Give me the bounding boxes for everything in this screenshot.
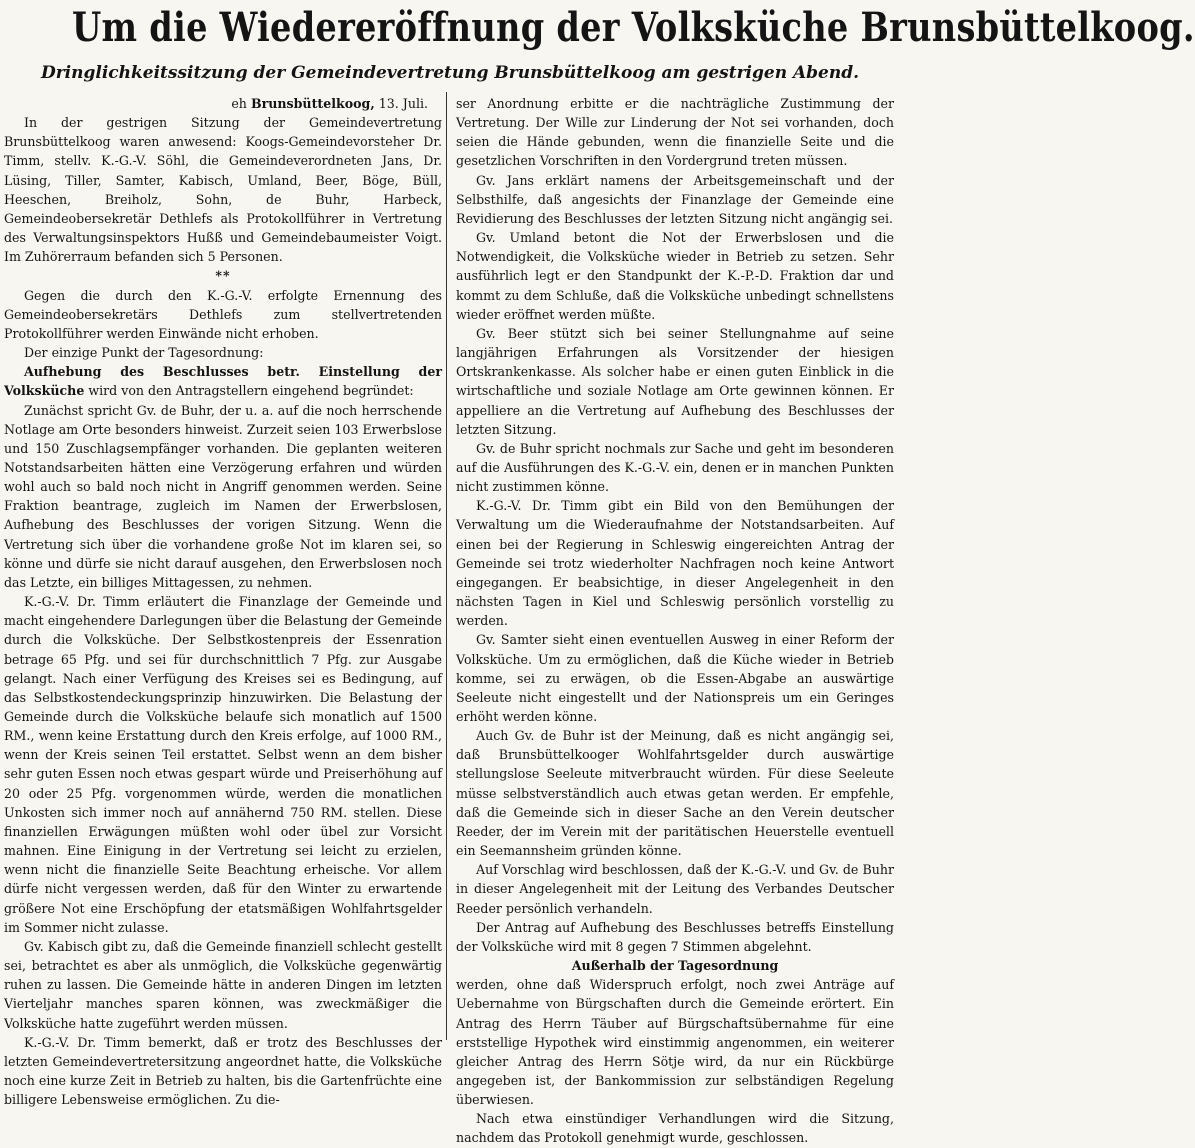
paragraph-timm-finance: K.-G.-V. Dr. Timm erläutert die Finanzlage der Gemeinde und macht eingehendere Darlegungen über die Belastung der Gemeinde durch die Volksküche. Der Selbstkostenpreis der Essenration betrage 65 Pfg. und sei für durchschnittlich 7 Pfg. zur Ausgabe gelangt. Nach einer Verfügung des Kreises sei es Bedingung, auf das Selbstkostendeckungsprinzip hinzuwirken. Die Belastung der Gemeinde durch die Volksküche belaufe sich monatlich auf 1500 RM., wenn keine Erstattung durch den Kreis erfolge, auf 1000 RM., wenn der Kreis seinen Teil erstattet. Selbst wenn an dem bisher sehr guten Essen noch etwas gespart würde und Preiserhöhung auf 20 oder 25 Pfg. vorgenommen würde, werden die monatlichen Unkosten sich immer noch auf annähernd 750 RM. stellen. Diese finanziellen Erwägungen müßten wohl oder übel zur Vorsicht mahnen. Eine Einigung in der Vertretung sei leicht zu erzielen, wenn nicht die finanzielle Seite Beachtung erheische. Vor allem dürfe nicht vergessen werden, daß für den Winter zu erwartende größere Not eine Erschöpfung der etatsmäßigen Wohlfahrtsgelder im Sommer nicht zulasse.: [4, 594, 442, 935]
separator-stars: **: [215, 268, 231, 284]
paragraph-resolution: Auf Vorschlag wird beschlossen, daß der K.-G.-V. und Gv. de Buhr in dieser Angelegenheit mit der Leitung des Verbandes Deutscher Reeder persönlich verhandeln.: [456, 862, 894, 916]
paragraph-timm-remark: K.-G.-V. Dr. Timm bemerkt, daß er trotz des Beschlusses der letzten Gemeindevertretersitzung angeordnet hatte, die Volksküche noch eine kurze Zeit in Betrieb zu halten, bis die Gartenfrüchte eine billigere Lebensweise ermöglichen. Zu die-: [4, 1034, 442, 1108]
paragraph-vote: Der Antrag auf Aufhebung des Beschlusses betreffs Einstellung der Volksküche wird mit 8 gegen 7 Stimmen abgelehnt.: [456, 919, 894, 954]
paragraph-closing: Nach etwa einstündiger Verhandlungen wird die Sitzung, nachdem das Protokoll genehmigt wurde, geschlossen.: [456, 1111, 894, 1146]
article-column-left: [4, 94, 442, 1108]
agenda-item-heading: Aufhebung des Beschlusses betr. Einstellung der Volksküche: [4, 364, 442, 399]
paragraph-samter: Gv. Samter sieht einen eventuellen Ausweg in einer Reform der Volksküche. Um zu ermöglichen, daß die Küche wieder in Betrieb komme, sei zu erwägen, ob die Essen-Abgabe an auswärtige Seeleute nicht eingestellt und der Nationspreis um ein Geringes erhöht werden könne.: [456, 632, 894, 724]
article-column-right: [456, 94, 894, 1146]
column-divider: [446, 92, 447, 1040]
paragraph-de-buhr-again: Gv. de Buhr spricht nochmals zur Sache und geht im besonderen auf die Ausführungen des K.-G.-V. ein, denen er in manchen Punkten nicht zustimmen könne.: [456, 440, 894, 495]
agenda-item-text: wird von den Antragstellern eingehend begründet:: [84, 383, 414, 399]
dateline-prefix: eh: [231, 96, 247, 111]
paragraph-guarantees: werden, ohne daß Widerspruch erfolgt, noch zwei Anträge auf Uebernahme von Bürgschaften durch die Gemeinde erörtert. Ein Antrag des Herrn Täuber auf Bürgschaftsübernahme für eine erststellige Hypothek wird einstimmig angenommen, ein weiterer gleicher Antrag des Herrn Sötje wird, da nur ein Rückbürge angegeben ist, der Bankommission zur selbständigen Regelung überwiesen.: [456, 977, 894, 1108]
section-heading-outside-agenda: Außerhalb der Tagesordnung: [571, 958, 779, 974]
paragraph-beer: Gv. Beer stützt sich bei seiner Stellungnahme auf seine langjährigen Erfahrungen als Vorsitzender der hiesigen Ortskrankenkasse. Als solcher habe er einen guten Einblick in die wirtschaftliche und soziale Notlage am Orte gewinnen können. Er appelliere an die Vertretung auf Aufhebung des Beschlusses der letzten Sitzung.: [456, 325, 894, 437]
paragraph-umland: Gv. Umland betont die Not der Erwerbslosen und die Notwendigkeit, die Volksküche wieder in Betrieb zu setzen. Sehr ausführlich legt er den Standpunkt der K.-P.-D. Fraktion dar und kommt zu dem Schluße, daß die Volksküche unbedingt schnellstens wieder eröffnet werden müßte.: [456, 230, 894, 322]
headline: Um die Wiedereröffnung der Volksküche Brunsbüttelkoog.: [72, 4, 1195, 51]
dateline: [4, 94, 442, 113]
paragraph-protocol: Gegen die durch den K.-G.-V. erfolgte Ernennung des Gemeindeobersekretärs Dethlefs zum stellvertretenden Protokollführer werden Einwände nicht erhoben.: [4, 287, 442, 341]
paragraph-attendance: In der gestrigen Sitzung der Gemeindevertretung Brunsbüttelkoog waren anwesend: Koogs-Gemeindevorsteher Dr. Timm, stellv. K.-G.-V. Söhl, die Gemeindeverordneten Jans, Dr. Lüsing, Tiller, Samter, Kabisch, Umland, Beer, Böge, Büll, Heeschen, Breiholz, Sohn, de Buhr, Harbeck, Gemeindeobersekretär Dethlefs als Protokollführer in Vertretung des Verwaltungsinspektors Hußß und Gemeindebaumeister Voigt. Im Zuhörerraum befanden sich 5 Personen.: [4, 115, 442, 265]
paragraph-continuation: ser Anordnung erbitte er die nachträgliche Zustimmung der Vertretung. Der Wille zur Linderung der Not sei vorhanden, doch seien die Hände gebunden, wenn die finanzielle Seite und die gesetzlichen Vorschriften in den Vordergrund treten müssen.: [456, 96, 894, 169]
paragraph-agenda-intro: Der einzige Punkt der Tagesordnung:: [24, 345, 264, 361]
subheadline: Dringlichkeitssitzung der Gemeindevertretung Brunsbüttelkoog am gestrigen Abend.: [40, 63, 860, 83]
paragraph-timm-efforts: K.-G.-V. Dr. Timm gibt ein Bild von den Bemühungen der Verwaltung um die Wiederaufnahme der Notstandsarbeiten. Auf einen bei der Regierung in Schleswig eingereichten Antrag der Gemeinde sei trotz wiederholter Nachfragen noch keine Antwort eingegangen. Er beabsichtige, in dieser Angelegenheit in den nächsten Tagen in Kiel und Schleswig persönlich vorstellig zu werden.: [456, 498, 894, 629]
paragraph-de-buhr: Zunächst spricht Gv. de Buhr, der u. a. auf die noch herrschende Notlage am Orte besonders hinweist. Zurzeit seien 103 Erwerbslose und 150 Zuschlagsempfänger vorhanden. Die geplanten weiteren Notstandsarbeiten hätten eine Verzögerung erfahren und würden wohl auch so bald noch nicht in Angriff genommen werden. Seine Fraktion beantrage, zugleich im Namen der Erwerbslosen, Aufhebung des Beschlusses der vorigen Sitzung. Wenn die Vertretung sich über die vorhandene große Not im klaren sei, so könne und dürfe sie nicht darauf ausgehen, den Erwerbslosen noch das Letzte, ein billiges Mittagessen, zu nehmen.: [4, 402, 442, 590]
paragraph-agenda-item: [4, 362, 442, 400]
dateline-date: 13. Juli.: [378, 96, 428, 111]
paragraph-jans: Gv. Jans erklärt namens der Arbeitsgemeinschaft und der Selbsthilfe, daß angesichts der Finanzlage der Gemeinde eine Revidierung des Beschlusses der letzten Sitzung nicht angängig sei.: [456, 172, 894, 226]
dateline-place: Brunsbüttelkoog,: [250, 96, 375, 111]
paragraph-kabisch: Gv. Kabisch gibt zu, daß die Gemeinde finanziell schlecht gestellt sei, betrachtet es aber als unmöglich, die Volksküche gegenwärtig ruhen zu lassen. Die Gemeinde hätte in anderen Dingen im letzten Vierteljahr manches sparen können, was zweckmäßiger die Volksküche hatte zugeführt werden müssen.: [4, 938, 442, 1031]
paragraph-de-buhr-seamen: Auch Gv. de Buhr ist der Meinung, daß es nicht angängig sei, daß Brunsbüttelkooger Wohlfahrtsgelder durch auswärtige stellungslose Seeleute mitverbraucht würden. Für diese Seeleute müsse selbstverständlich auch etwas getan werden. Er empfehle, daß die Gemeinde sich in dieser Sache an den Verein deutscher Reeder, der im Verein mit der paritätischen Heuerstelle eventuell ein Seemannsheim gründen könne.: [456, 728, 894, 859]
